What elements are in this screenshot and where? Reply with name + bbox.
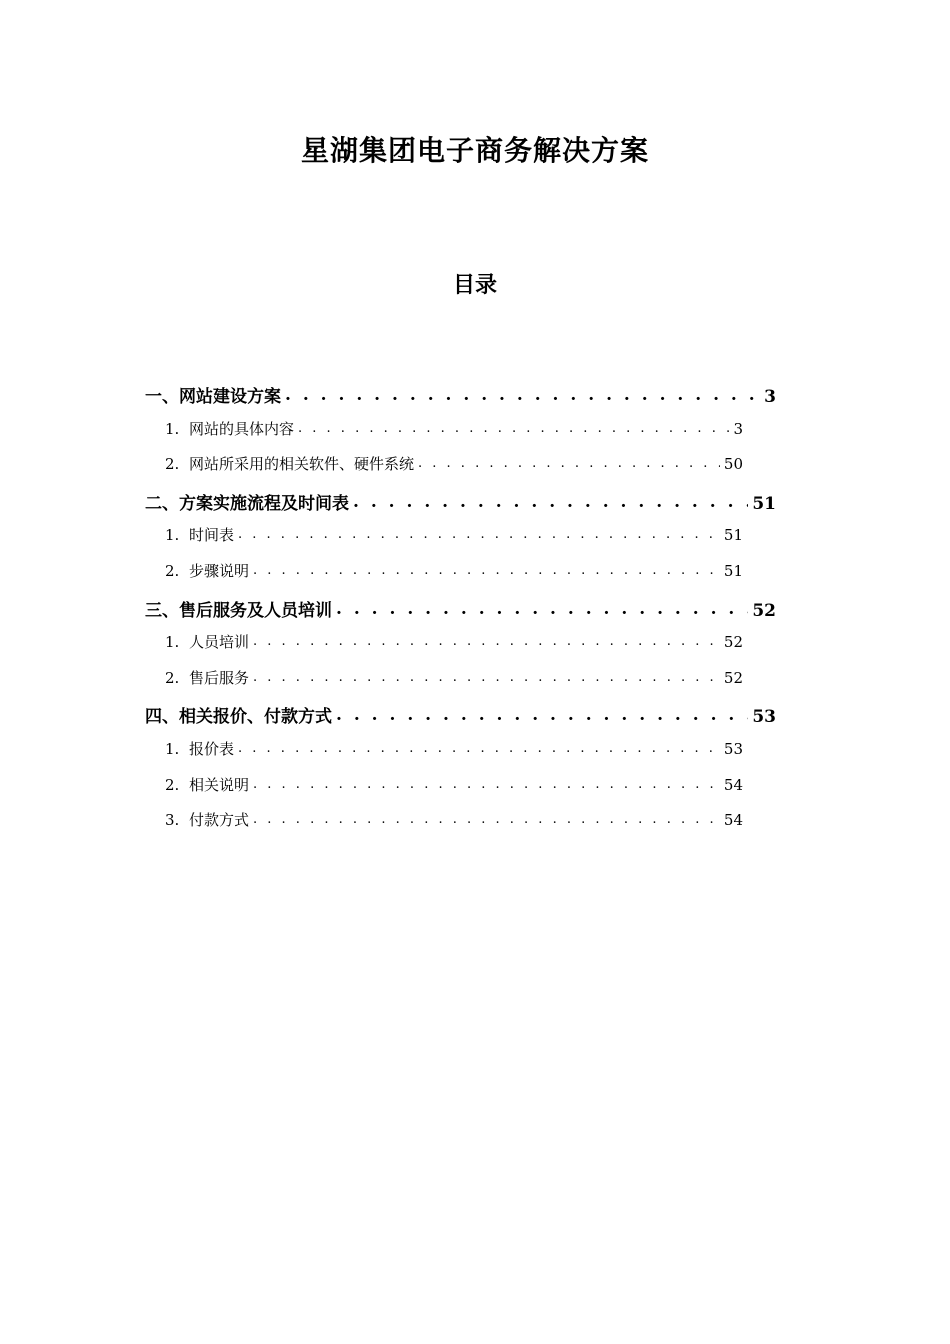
dot-leader bbox=[253, 774, 720, 792]
document-title: 星湖集团电子商务解决方案 bbox=[300, 134, 649, 167]
dot-leader bbox=[253, 809, 720, 827]
toc-entry-page: 54 bbox=[723, 775, 743, 794]
toc-entry-page: 54 bbox=[723, 811, 743, 830]
toc-entry-label: 四、相关报价、付款方式 bbox=[145, 707, 332, 728]
toc-entry-label: 时间表 bbox=[189, 526, 235, 545]
toc-entry-number: 2. bbox=[165, 775, 180, 794]
toc-entry-page: 51 bbox=[723, 526, 743, 545]
dot-leader bbox=[418, 453, 720, 471]
toc-entry-subsection[interactable] bbox=[145, 631, 743, 667]
dot-leader bbox=[238, 738, 720, 756]
toc-entry-label: 售后服务 bbox=[189, 668, 250, 687]
toc-entry-subsection[interactable] bbox=[145, 738, 743, 774]
toc-entry-label: 付款方式 bbox=[189, 811, 250, 830]
toc-entry-label: 三、售后服务及人员培训 bbox=[145, 600, 332, 621]
toc-entry-subsection[interactable] bbox=[145, 524, 743, 560]
table-of-contents bbox=[145, 382, 785, 845]
toc-entry-page: 51 bbox=[723, 561, 743, 580]
toc-entry-subsection[interactable] bbox=[145, 418, 743, 454]
toc-entry-page: 52 bbox=[752, 600, 776, 621]
toc-entry-page: 52 bbox=[723, 668, 743, 687]
dot-leader bbox=[253, 560, 720, 578]
toc-entry-page: 53 bbox=[723, 739, 743, 758]
dot-leader bbox=[238, 524, 720, 542]
toc-entry-subsection[interactable] bbox=[145, 667, 743, 703]
dot-leader bbox=[336, 705, 748, 725]
toc-entry-label: 人员培训 bbox=[189, 633, 250, 652]
dot-leader bbox=[253, 667, 720, 685]
toc-entry-number: 1. bbox=[165, 419, 180, 438]
toc-entry-subsection[interactable] bbox=[145, 560, 743, 596]
toc-entry-page: 53 bbox=[752, 707, 776, 728]
toc-entry-section-4[interactable] bbox=[145, 702, 776, 738]
toc-entry-subsection[interactable] bbox=[145, 774, 743, 810]
toc-entry-number: 2. bbox=[165, 455, 180, 474]
dot-leader bbox=[298, 418, 729, 436]
dot-leader bbox=[253, 631, 720, 649]
toc-entry-label: 相关说明 bbox=[189, 775, 250, 794]
toc-entry-label: 步骤说明 bbox=[189, 561, 250, 580]
toc-entry-number: 2. bbox=[165, 561, 180, 580]
toc-entry-subsection[interactable] bbox=[145, 809, 743, 845]
toc-entry-page: 3 bbox=[733, 419, 743, 438]
dot-leader bbox=[353, 492, 748, 512]
toc-entry-page: 51 bbox=[752, 493, 776, 514]
toc-entry-label: 网站所采用的相关软件、硬件系统 bbox=[189, 455, 415, 474]
toc-entry-page: 3 bbox=[764, 387, 776, 407]
toc-entry-label: 一、网站建设方案 bbox=[145, 387, 281, 407]
toc-entry-section-1[interactable] bbox=[145, 382, 776, 418]
toc-entry-page: 50 bbox=[723, 455, 743, 474]
toc-entry-label: 网站的具体内容 bbox=[189, 419, 295, 438]
toc-entry-number: 1. bbox=[165, 739, 180, 758]
toc-entry-label: 二、方案实施流程及时间表 bbox=[145, 493, 349, 514]
dot-leader bbox=[336, 599, 748, 619]
toc-entry-number: 3. bbox=[165, 811, 180, 830]
toc-entry-label: 报价表 bbox=[189, 739, 235, 758]
toc-entry-number: 1. bbox=[165, 526, 180, 545]
toc-entry-number: 2. bbox=[165, 668, 180, 687]
toc-entry-page: 52 bbox=[723, 633, 743, 652]
dot-leader bbox=[285, 385, 760, 405]
toc-entry-subsection[interactable] bbox=[145, 453, 743, 489]
toc-entry-number: 1. bbox=[165, 633, 180, 652]
toc-entry-section-2[interactable] bbox=[145, 489, 776, 525]
toc-heading: 目录 bbox=[452, 272, 497, 298]
toc-entry-section-3[interactable] bbox=[145, 596, 776, 632]
